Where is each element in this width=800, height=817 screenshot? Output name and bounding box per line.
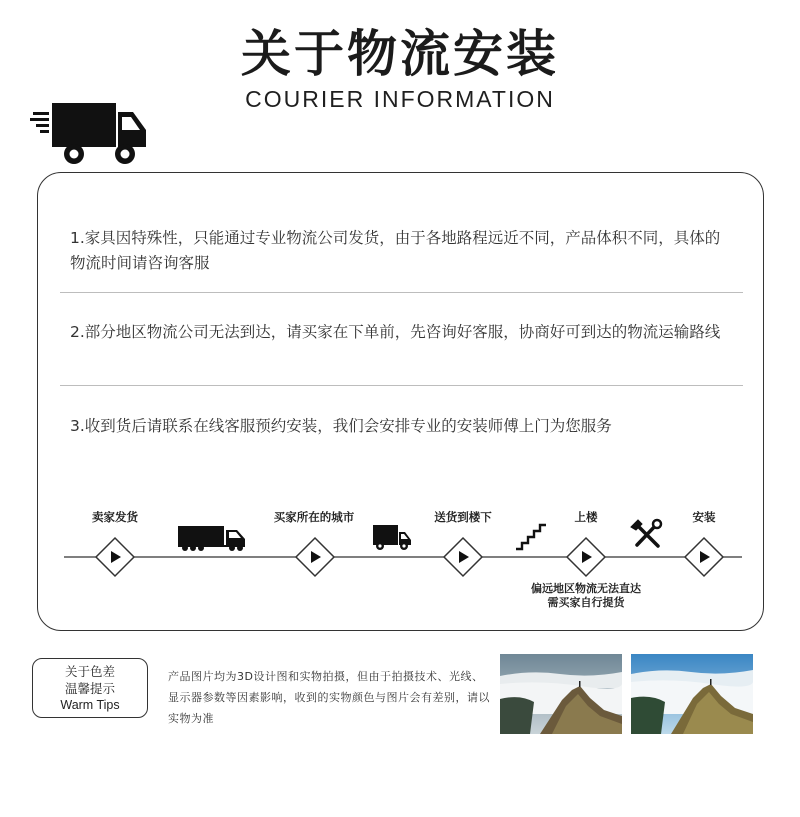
warm-tips-badge-line1: 关于色差	[64, 664, 115, 679]
flow-step-label: 卖家发货	[92, 510, 138, 524]
courier-note-1: 1.家具因特殊性，只能通过专业物流公司发货，由于各地路程远近不同，产品体积不同，具体的物流时间请咨询客服	[70, 229, 721, 272]
speeding-truck-icon	[30, 98, 150, 168]
page-title: 关于物流安装	[241, 25, 559, 83]
courier-note-3: 3.收到货后请联系在线客服预约安装，我们会安排专业的安装师傅上门为您服务	[70, 417, 612, 435]
landscape-photo	[631, 654, 753, 734]
warm-tips-badge-line2: 温馨提示	[64, 681, 115, 696]
divider	[60, 385, 743, 386]
color-difference-notice: 产品图片均为3D设计图和实物拍摄，但由于拍摄技术、光线、显示器参数等因素影响，收到的实物颜色与图片会有差别，请以实物为准	[168, 670, 490, 725]
warm-tips-badge-line3: Warm Tips	[60, 698, 120, 712]
remote-area-note-line1: 偏远地区物流无法直达	[531, 582, 641, 595]
divider	[60, 292, 743, 293]
remote-area-note-line2: 需买家自行提货	[547, 596, 625, 609]
warm-tips-badge	[32, 658, 148, 718]
landscape-photo	[500, 654, 622, 734]
remote-area-note	[531, 582, 641, 610]
page-subtitle: COURIER INFORMATION	[245, 86, 555, 112]
flow-step-label: 送货到楼下	[434, 510, 492, 524]
courier-note-2: 2.部分地区物流公司无法到达，请买家在下单前，先咨询好客服，协商好可到达的物流运输路线	[70, 323, 721, 341]
flow-step-label: 买家所在的城市	[273, 510, 355, 524]
flow-step-label: 安装	[692, 510, 716, 524]
flow-step-label: 上楼	[574, 510, 598, 524]
